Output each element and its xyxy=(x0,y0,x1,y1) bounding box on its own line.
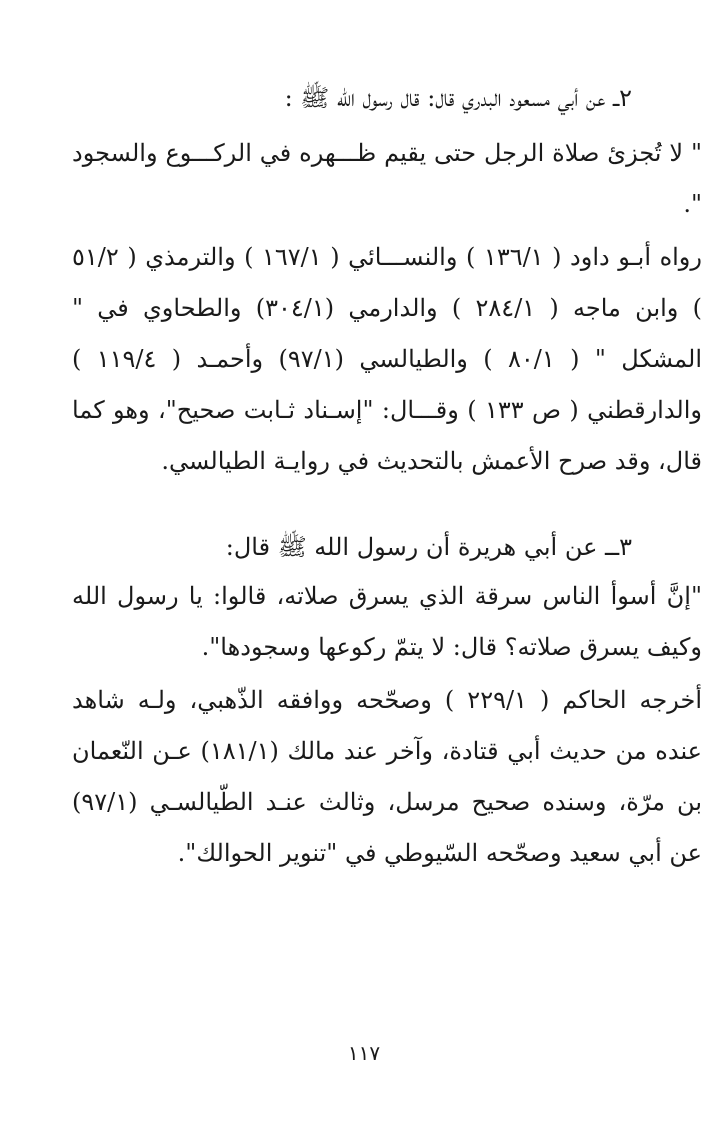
hadith-2-heading: ٢ــ عن أبي مسعود البدري قال: قال رسول الله ﷺ : xyxy=(284,84,632,112)
hadith-2 xyxy=(72,78,702,487)
hadith-2-text: " لا تُجزئ صلاة الرجل حتى يقيم ظـــهره في الركـــوع والسجود ". xyxy=(72,139,702,218)
hadith-3 xyxy=(72,527,702,879)
page-number: ١١٧ xyxy=(347,1041,381,1065)
hadith-2-takhrij: رواه أبـو داود ( ١٣٦/١ ) والنســـائي ( ١٦٧/١ ) والترمذي ( ٥١/٢ ) وابن ماجه ( ٢٨٤/١ ) والدارمي (٣٠٤/١) والطحاوي في " المشكل " ( ٨٠/١ ) والطيالسي (٩٧/١) وأحمـد ( ١١٩/٤ ) والدارقطني ( ص ١٣٣ ) وقـــال: "إسـناد ثـابت صحيح"، وهو كما قال، وقد صرح الأعمش بالتحديث في روايـة الطيالسي. xyxy=(72,243,703,475)
hadith-3-heading: ٣ــ عن أبي هريرة أن رسول الله ﷺ قال: xyxy=(225,533,632,561)
hadith-3-takhrij: أخرجه الحاكم ( ٢٢٩/١ ) وصحّحه ووافقه الذّهبي، ولـه شاهد عنده من حديث أبي قتادة، وآخر عند مالك (١٨١/١) عـن النّعمان بن مرّة، وسنده صحيح مرسل، وثالث عنـد الطّيالسـي (٩٧/١) عن أبي سعيد وصحّحه السّيوطي في "تنوير الحوالك". xyxy=(72,686,703,867)
page-body xyxy=(72,78,702,879)
hadith-3-text: "إنَّ أسوأ الناس سرقة الذي يسرق صلاته، قالوا: يا رسول الله وكيف يسرق صلاته؟ قال: لا يتمّ ركوعها وسجودها". xyxy=(72,582,702,661)
